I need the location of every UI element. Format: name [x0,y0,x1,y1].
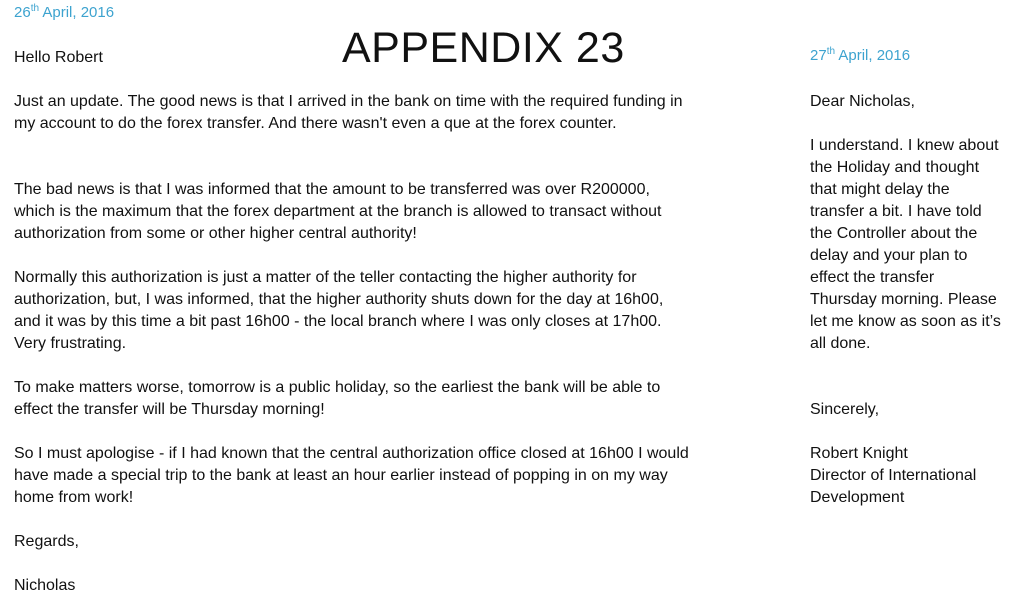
right-closing: Sincerely, [810,401,880,418]
left-paragraph-1: Just an update. The good news is that I arrived in the bank on time with the required funding in my account to do the forex transfer. And there wasn't even a que at the forex counter. [14,93,683,132]
right-date-suffix: th [826,46,836,57]
left-paragraph-5: So I must apologise - if I had known that the central authorization office closed at 16h00 I would have made a special trip to the bank at least an hour earlier instead of popping in on my way home from work! [14,445,689,506]
left-date-day: 26 [14,4,31,21]
right-date-rest: April, 2016 [835,47,911,64]
left-date-suffix: th [30,3,40,14]
left-paragraph-3: Normally this authorization is just a matter of the teller contacting the higher authority for authorization, but, I was informed, that the higher authority shuts down for the day at 16h00, and it was by this time a bit past 16h00 - the local branch where I was only closes at 17h00. Very frustrating. [14,269,664,352]
left-paragraph-4: To make matters worse, tomorrow is a public holiday, so the earliest the bank will be able to effect the transfer will be Thursday morning! [14,379,661,418]
right-body: I understand. I knew about the Holiday and thought that might delay the transfer a bit. I have told the Controller about the delay and your plan to effect the transfer Thursday morning. Please let me know as soon as it’s all done. [810,137,1001,352]
left-greeting: Hello Robert [14,49,103,66]
left-paragraph-2: The bad news is that I was informed that the amount to be transferred was over R200000, which is the maximum that the forex department at the branch is allowed to transact without authorization from some or other higher central authority! [14,181,662,242]
left-signature: Nicholas [14,577,76,594]
right-signer-position: Director of International Development [810,467,977,506]
left-date-rest: April, 2016 [39,4,115,21]
left-letter-date [14,4,114,22]
right-letter-date [810,47,910,65]
right-signer-name: Robert Knight [810,445,908,462]
right-date-day: 27 [810,47,827,64]
right-greeting: Dear Nicholas, [810,93,915,110]
appendix-title: APPENDIX 23 [342,24,625,72]
left-closing: Regards, [14,533,79,550]
